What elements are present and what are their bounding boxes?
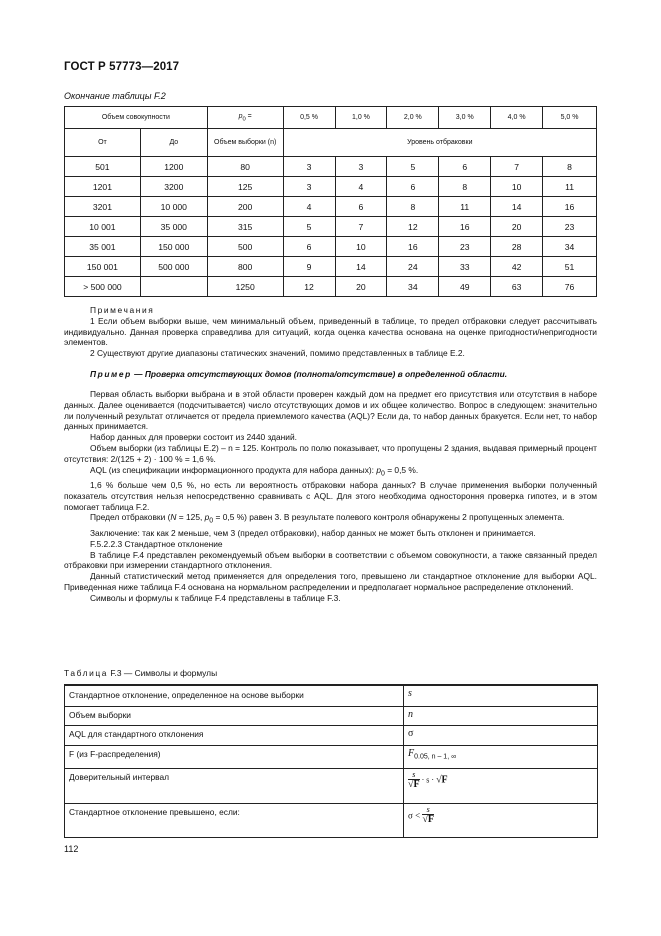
- paragraph: AQL (из спецификации информационного продукта для набора данных): $p_0 = 0,5$ %.: [90, 464, 419, 478]
- table-f3: [64, 684, 598, 838]
- table-cell: 5: [283, 217, 335, 237]
- table-cell: 11: [543, 177, 597, 197]
- table-cell: 8: [439, 177, 491, 197]
- table-cell: 6: [335, 197, 387, 217]
- table-cell: > 500 000: [65, 277, 141, 297]
- table-cell: 150 001: [65, 257, 141, 277]
- table-cell: 16: [387, 237, 439, 257]
- from-header: От: [65, 129, 141, 157]
- table-cell: 3: [335, 157, 387, 177]
- table-f2-caption: Окончание таблицы F.2: [64, 91, 166, 101]
- table-cell: 35 000: [140, 217, 207, 237]
- table-cell: 125: [207, 177, 283, 197]
- table-cell: 28: [491, 237, 543, 257]
- table-cell: 33: [439, 257, 491, 277]
- table-cell: 20: [491, 217, 543, 237]
- note-2: 2 Существуют другие диапазоны статических значений, помимо представленных в таблице E.2.: [90, 348, 465, 359]
- fraction: $\frac{s}{√F}$: [408, 769, 420, 790]
- symbol-value: n: [408, 708, 413, 720]
- table-cell: 500: [207, 237, 283, 257]
- symbol-label: F (из F-распределения): [65, 745, 404, 768]
- table-row: [65, 197, 597, 217]
- table-cell: 23: [543, 217, 597, 237]
- paragraph: В таблице F.4 представлен рекомендуемый объем выборки в соответствии с объемом совокупности, а также связанный предел отбраковки при измерении стандартного отклонения.: [64, 549, 597, 571]
- table-cell: 10 001: [65, 217, 141, 237]
- table-cell: 23: [439, 237, 491, 257]
- notes-title: Примечания: [90, 305, 155, 315]
- table-cell: 150 000: [140, 237, 207, 257]
- formula: σ < $\frac{s}{√F}$: [404, 803, 598, 837]
- paragraph: Заключение: так как 2 меньше, чем 3 (предел отбраковки), набор данных не может быть отклонен и принимается.: [90, 527, 536, 538]
- table-cell: 34: [543, 237, 597, 257]
- table-cell: 1201: [65, 177, 141, 197]
- fraction: $\frac{s}{√F}$: [422, 804, 435, 825]
- table-f2: [64, 106, 597, 297]
- table-cell: 24: [387, 257, 439, 277]
- table-cell: 315: [207, 217, 283, 237]
- example-title: — Проверка отсутствующих домов (полнота/отсутствие) в определенной области.: [131, 369, 508, 379]
- formula: $\frac{s}{√F}$ · s · √F: [404, 768, 598, 803]
- percent-header: 4,0 %: [491, 107, 543, 129]
- table-row: [65, 257, 597, 277]
- percent-header: 0,5 %: [283, 107, 335, 129]
- section-heading: F.5.2.2.3 Стандартное отклонение: [90, 538, 223, 549]
- table-cell: 6: [283, 237, 335, 257]
- percent-header: 3,0 %: [439, 107, 491, 129]
- paragraph: Данный статистический метод применяется для определения того, превышено ли стандартное отклонение для выборки AQL. Приведенная ниже таблица F.4 основана на нормальном распределении и предполагает нормальное распределение отклонений.: [64, 571, 597, 592]
- paragraph: 1,6 % больше чем 0,5 %, но есть ли вероятность отбраковки набора данных? В случае применения выборки полученный показатель отсутствия нельзя непосредственно сравнивать с AQL. Для этого необходима одностороння проверка гипотез, и в этом помогает таблица F.2.: [64, 480, 597, 512]
- table-cell: 80: [207, 157, 283, 177]
- table-cell: 501: [65, 157, 141, 177]
- table-cell: 1250: [207, 277, 283, 297]
- table-cell: 10 000: [140, 197, 207, 217]
- symbol-value: s: [408, 688, 412, 699]
- table-cell: 63: [491, 277, 543, 297]
- table-cell: 8: [387, 197, 439, 217]
- table-row: [65, 157, 597, 177]
- table-cell: 76: [543, 277, 597, 297]
- example-label: Пример: [90, 369, 132, 379]
- p0-header: $p_0$ =: [207, 107, 283, 129]
- percent-header: 5,0 %: [543, 107, 597, 129]
- symbol-value: $F_{0.05, n - 1, \infty}$: [404, 745, 598, 768]
- table-row: [65, 237, 597, 257]
- table-cell: 6: [387, 177, 439, 197]
- table-cell: 34: [387, 277, 439, 297]
- table-cell: 200: [207, 197, 283, 217]
- table-cell: 800: [207, 257, 283, 277]
- paragraph: Символы и формулы к таблице F.4 представлены в таблице F.3.: [90, 592, 341, 603]
- table-cell: 16: [543, 197, 597, 217]
- table-cell: 3: [283, 177, 335, 197]
- table-cell: 51: [543, 257, 597, 277]
- symbol-label: AQL для стандартного отклонения: [65, 725, 404, 745]
- table-cell: 12: [387, 217, 439, 237]
- table-cell: 20: [335, 277, 387, 297]
- table-cell: 49: [439, 277, 491, 297]
- note-1: 1 Если объем выборки выше, чем минимальный объем, приведенный в таблице, то предел отбраковки следует рассчитывать индивидуально. Данная проверка справедлива для ситуаций, когда оценка качества основана на оценке пригодности/непригодности элементов.: [64, 315, 597, 348]
- percent-header: 1,0 %: [335, 107, 387, 129]
- table-cell: 14: [491, 197, 543, 217]
- table-cell: 8: [543, 157, 597, 177]
- table-cell: 3: [283, 157, 335, 177]
- table-cell: 7: [335, 217, 387, 237]
- page-number: 112: [64, 844, 79, 854]
- body-text: [64, 389, 597, 603]
- notes-block: [64, 305, 597, 359]
- paragraph: Предел отбраковки (N = 125, $p_0 = 0,5$ %) равен 3. В результате полевого контроля обнаружены 2 пропущенных элемента.: [90, 512, 565, 526]
- table-cell: 16: [439, 217, 491, 237]
- symbol-value: σ: [408, 727, 414, 739]
- table-cell: 5: [387, 157, 439, 177]
- table-cell: 12: [283, 277, 335, 297]
- paragraph: Первая область выборки выбрана и в этой области проверен каждый дом на предмет его присутствия или отсутствия в наборе данных. Далее оценивается (подсчитывается) число отсутствующих домов и их общее количество. Вопрос в следующем: значительно ли полученный результат отличается от предела приемлемого качества (AQL)? Если да, то набор данных бракуется. Если нет, то набор данных принимается.: [64, 389, 597, 432]
- document-header: ГОСТ Р 57773—2017: [64, 61, 180, 73]
- symbol-label: Объем выборки: [65, 706, 404, 725]
- table-cell: 3200: [140, 177, 207, 197]
- table-cell: 10: [491, 177, 543, 197]
- to-header: До: [140, 129, 207, 157]
- table-row: [65, 177, 597, 197]
- table-cell: 11: [439, 197, 491, 217]
- percent-header: 2,0 %: [387, 107, 439, 129]
- table-cell: 7: [491, 157, 543, 177]
- table-cell: [140, 277, 207, 297]
- example-heading: [64, 369, 597, 380]
- symbol-label: Стандартное отклонение, определенное на основе выборки: [65, 685, 404, 706]
- paragraph: Объем выборки (из таблицы E.2) – n = 125. Контроль по полю показывает, что пропущены 2 здания, выдавая примерный процент отсутствия: 2/(125 + 2) · 100 % = 1,6 %.: [64, 442, 597, 464]
- table-cell: 3201: [65, 197, 141, 217]
- table-cell: 35 001: [65, 237, 141, 257]
- table-cell: 42: [491, 257, 543, 277]
- population-size-header: Объем совокупности: [65, 107, 208, 129]
- rejection-level-header: Уровень отбраковки: [283, 129, 596, 157]
- symbol-label: Доверительный интервал: [65, 768, 404, 803]
- table-row: [65, 217, 597, 237]
- symbol-label: Стандартное отклонение превышено, если:: [65, 803, 404, 837]
- table-cell: 4: [283, 197, 335, 217]
- table-row: [65, 277, 597, 297]
- sample-size-header: Объем выборки (n): [207, 129, 283, 157]
- table-cell: 6: [439, 157, 491, 177]
- table-cell: 14: [335, 257, 387, 277]
- table-cell: 4: [335, 177, 387, 197]
- table-f3-caption: Таблица F.3 — Символы и формулы: [64, 668, 218, 678]
- table-cell: 9: [283, 257, 335, 277]
- table-cell: 1200: [140, 157, 207, 177]
- table-cell: 500 000: [140, 257, 207, 277]
- paragraph: Набор данных для проверки состоит из 2440 зданий.: [90, 432, 297, 443]
- table-cell: 10: [335, 237, 387, 257]
